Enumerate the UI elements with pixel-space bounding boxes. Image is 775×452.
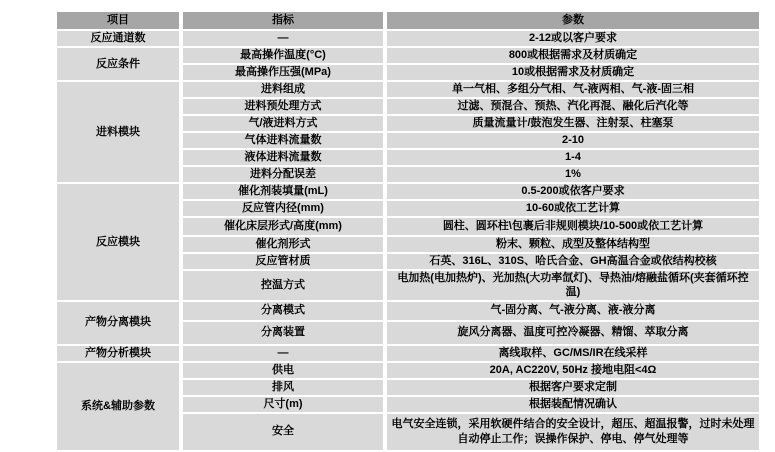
item-cell: 进料模块 [57, 82, 179, 182]
param-cell: 根据装配情况确认 [387, 397, 759, 412]
param-cell: 气-固分离、气-液分离、液-液分离 [387, 302, 759, 320]
column-header-0: 项目 [57, 12, 179, 29]
indicator-cell: 分离模式 [183, 302, 383, 320]
param-cell: 800或根据需求及材质确定 [387, 48, 759, 63]
table-row [57, 184, 759, 199]
table-row [57, 31, 759, 46]
param-cell: 石英、316L、310S、哈氏合金、GH高温合金或依结构校核 [387, 254, 759, 269]
indicator-cell: 液体进料流量数 [183, 150, 383, 165]
table-row [57, 48, 759, 63]
indicator-cell: 催化剂形式 [183, 237, 383, 252]
item-cell: 反应模块 [57, 184, 179, 300]
indicator-cell: 催化剂装填量(mL) [183, 184, 383, 199]
param-cell: 2-10 [387, 133, 759, 148]
param-cell: 0.5-200或依客户要求 [387, 184, 759, 199]
param-cell: 1-4 [387, 150, 759, 165]
indicator-cell: 分离装置 [183, 322, 383, 344]
item-cell: 反应通道数 [57, 31, 179, 46]
param-cell: 粉末、颗粒、成型及整体结构型 [387, 237, 759, 252]
item-cell: 系统&辅助参数 [57, 363, 179, 450]
param-cell: 电气安全连锁，采用软硬件结合的安全设计，超压、超温报警，过时未处理自动停止工作；误操作保护、停电、停气处理等 [387, 414, 759, 450]
indicator-cell: 最高操作压强(MPa) [183, 65, 383, 80]
spec-table-body [57, 31, 759, 450]
param-cell: 20A, AC220V, 50Hz 接地电阻<4Ω [387, 363, 759, 378]
table-row [57, 82, 759, 97]
table-row [57, 363, 759, 378]
indicator-cell: 反应管内径(mm) [183, 201, 383, 216]
table-row [57, 302, 759, 320]
param-cell: 离线取样、GC/MS/IR在线采样 [387, 346, 759, 361]
indicator-cell: 供电 [183, 363, 383, 378]
indicator-cell: 最高操作温度(°C) [183, 48, 383, 63]
param-cell: 2-12或以客户要求 [387, 31, 759, 46]
indicator-cell: 进料分配误差 [183, 167, 383, 182]
indicator-cell: 催化床层形式/高度(mm) [183, 218, 383, 235]
indicator-cell: — [183, 346, 383, 361]
param-cell: 质量流量计/鼓泡发生器、注射泵、柱塞泵 [387, 116, 759, 131]
indicator-cell: 反应管材质 [183, 254, 383, 269]
indicator-cell: 排风 [183, 380, 383, 395]
param-cell: 过滤、预混合、预热、汽化再混、融化后汽化等 [387, 99, 759, 114]
indicator-cell: 进料预处理方式 [183, 99, 383, 114]
spec-table-header-row [57, 12, 759, 29]
spec-table [53, 10, 763, 452]
item-cell: 反应条件 [57, 48, 179, 80]
indicator-cell: 进料组成 [183, 82, 383, 97]
indicator-cell: 气体进料流量数 [183, 133, 383, 148]
param-cell: 单一气相、多组分气相、气-液两相、气-液-固三相 [387, 82, 759, 97]
item-cell: 产物分离模块 [57, 302, 179, 344]
param-cell: 1% [387, 167, 759, 182]
param-cell: 圆柱、圆环柱\包裹后非规则模块/10-500或依工艺计算 [387, 218, 759, 235]
indicator-cell: 尺寸(m) [183, 397, 383, 412]
param-cell: 10-60或依工艺计算 [387, 201, 759, 216]
param-cell: 电加热(电加热炉)、光加热(大功率氙灯)、导热油/熔融盐循环(夹套循环控温) [387, 271, 759, 300]
table-row [57, 346, 759, 361]
indicator-cell: 控温方式 [183, 271, 383, 300]
param-cell: 10或根据需求及材质确定 [387, 65, 759, 80]
param-cell: 旋风分离器、温度可控冷凝器、精馏、萃取分离 [387, 322, 759, 344]
indicator-cell: 安全 [183, 414, 383, 450]
indicator-cell: 气/液进料方式 [183, 116, 383, 131]
indicator-cell: — [183, 31, 383, 46]
param-cell: 根据客户要求定制 [387, 380, 759, 395]
item-cell: 产物分析模块 [57, 346, 179, 361]
column-header-2: 参数 [387, 12, 759, 29]
column-header-1: 指标 [183, 12, 383, 29]
